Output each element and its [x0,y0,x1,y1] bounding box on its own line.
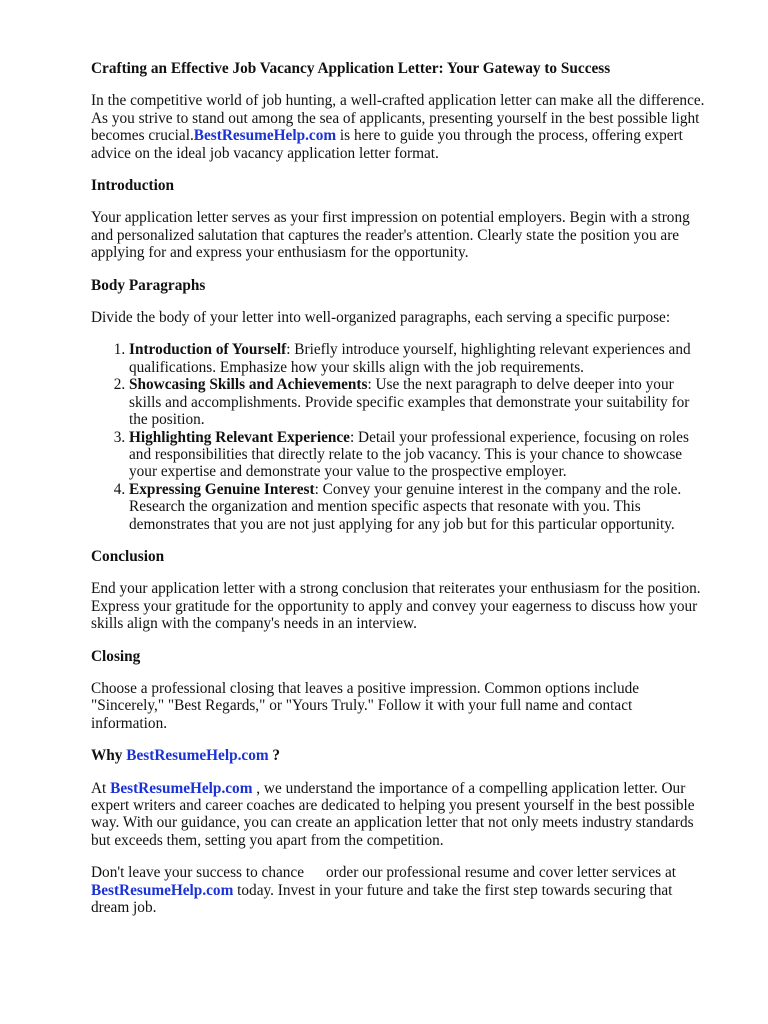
why-heading [91,747,708,764]
list-item-title: Introduction of Yourself [129,341,287,359]
list-item-title: Showcasing Skills and Achievements [129,376,368,394]
closing-heading: Closing [91,647,141,665]
why-para2-text-1: Don't leave your success to chance [91,864,305,882]
why-heading-prefix: Why [91,747,127,765]
why-paragraph-2 [91,864,708,916]
list-item-text: : Convey your genuine interest in the company and the role. Research the organization and mention specific aspects that resonate with you. This demonstrates that you are not just applying for any job but for this particular opportunity. [129,480,682,533]
why-para1-prefix: At [91,779,111,797]
closing-text: Choose a professional closing that leaves a positive impression. Common options include "Sincerely," "Best Regards," or "Yours Truly." Follow it with your full name and contact information. [91,679,640,732]
conclusion-text: End your application letter with a strong conclusion that reiterates your enthusiasm for the position. Express your gratitude for the opportunity to apply and convey your eagerness to discuss how your skills align with the company's needs in an interview. [91,580,701,633]
why-para2-text-3: today. Invest in your future and take the first step towards securing that dream job. [91,881,673,917]
list-item-text: : Briefly introduce yourself, highlighting relevant experiences and qualifications. Emphasize how your skills align with the job requirements. [129,341,691,376]
why-heading-suffix: ? [268,747,281,765]
list-item [129,481,708,533]
intro-text-2: is here to guide you through the process, offering expert advice on the ideal job vacancy application letter format. [91,127,683,162]
list-item [129,429,708,481]
conclusion-heading: Conclusion [91,547,165,565]
intro-text-1: In the competitive world of job hunting, a well-crafted application letter can make all the difference. As you strive to stand out among the sea of applicants, presenting yourself in the best possible light becomes crucial. [91,92,705,145]
list-item-text: : Detail your professional experience, focusing on roles and responsibilities that directly relate to the job vacancy. This is your chance to showcase your expertise and demonstrate your value to the prospective employer. [129,428,689,481]
list-item-title: Highlighting Relevant Experience [129,428,350,446]
list-item-text: : Use the next paragraph to delve deeper into your skills and accomplishments. Provide specific examples that demonstrate your suitability for the position. [129,376,690,429]
why-para1-text: , we understand the importance of a compelling application letter. Our expert writers and career coaches are dedicated to helping you present yourself in the best possible way. With our guidance, you can create an application letter that not only meets industry standards but exceeds them, setting you apart from the competition. [91,779,695,849]
body-paragraphs-heading: Body Paragraphs [91,276,206,294]
list-item [129,341,708,376]
list-item [129,376,708,428]
body-paragraphs-text: Divide the body of your letter into well-organized paragraphs, each serving a specific purpose: [91,309,671,327]
bestresumehelp-link[interactable]: BestResumeHelp.com [193,127,337,145]
body-paragraphs-list [91,341,708,532]
why-para2-link[interactable]: BestResumeHelp.com [91,881,234,899]
document-title: Crafting an Effective Job Vacancy Application Letter: Your Gateway to Success [91,60,611,77]
why-paragraph-1 [91,780,708,850]
why-heading-link[interactable]: BestResumeHelp.com [126,747,269,765]
introduction-heading: Introduction [91,177,175,195]
introduction-text: Your application letter serves as your first impression on potential employers. Begin with a strong and personalized salutation that captures the reader's attention. Clearly state the position you are applying for and express your enthusiasm for the opportunity. [91,209,690,262]
why-para2-text-2: order our professional resume and cover letter services at [326,864,676,882]
list-item-title: Expressing Genuine Interest [129,480,315,498]
intro-paragraph [91,92,708,162]
why-para1-link[interactable]: BestResumeHelp.com [110,779,253,797]
